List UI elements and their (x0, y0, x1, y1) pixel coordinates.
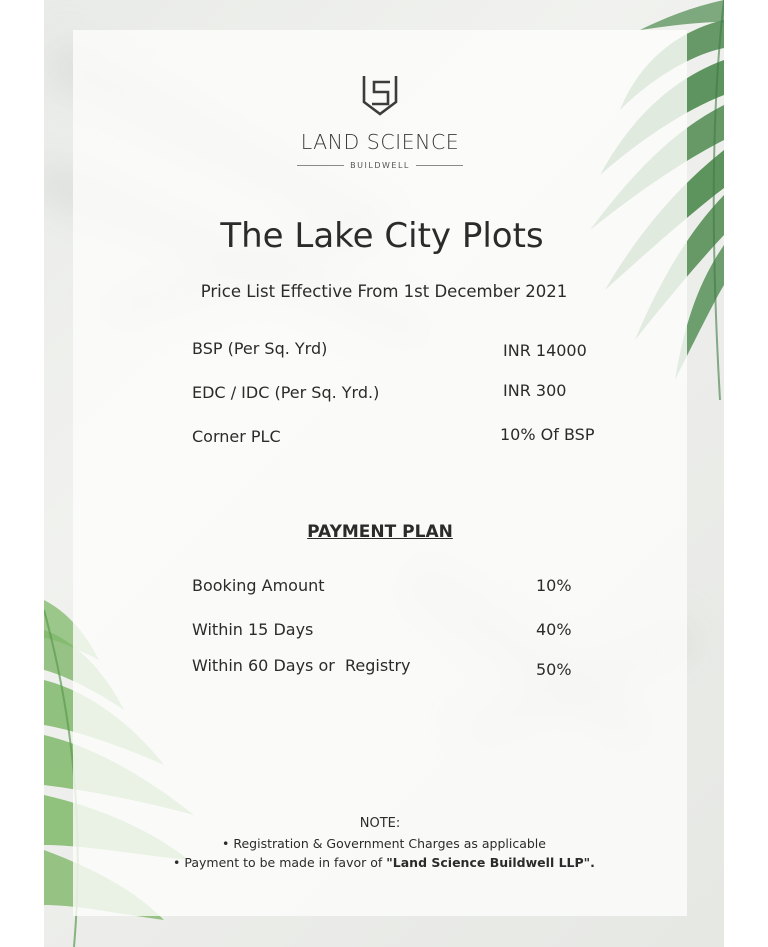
note-company-name: "Land Science Buildwell LLP". (386, 855, 595, 870)
note-title: NOTE: (359, 816, 401, 831)
payment-row-value: 40% (536, 620, 572, 639)
brand-subname: BUILDWELL (350, 160, 410, 170)
price-row-label: BSP (Per Sq. Yrd) (192, 339, 328, 358)
note-line-text: • Payment to be made in favor of (173, 855, 387, 870)
price-row-label: EDC / IDC (Per Sq. Yrd.) (192, 383, 380, 402)
brand-subname-row (297, 158, 463, 172)
brand-name: LAND SCIENCE (300, 130, 460, 154)
payment-row-label: Within 15 Days (192, 620, 314, 639)
payment-row-label: Booking Amount (192, 576, 325, 595)
divider (297, 165, 344, 166)
note-line: • Registration & Government Charges as applicable (222, 836, 546, 851)
price-row-value: 10% Of BSP (500, 425, 595, 444)
payment-row-value: 10% (536, 576, 572, 595)
price-list-effective-date: Price List Effective From 1st December 2021 (200, 282, 568, 301)
divider (416, 165, 463, 166)
payment-plan-heading: PAYMENT PLAN (307, 522, 453, 542)
land-science-logo-icon (360, 72, 400, 118)
payment-row-label: Within 60 Days or Registry (192, 656, 411, 675)
price-row-value: INR 14000 (503, 341, 587, 360)
price-row-label: Corner PLC (192, 427, 281, 446)
note-line (120, 855, 648, 870)
page-title: The Lake City Plots (220, 216, 544, 256)
price-row-value: INR 300 (503, 381, 567, 400)
payment-row-value: 50% (536, 660, 572, 679)
